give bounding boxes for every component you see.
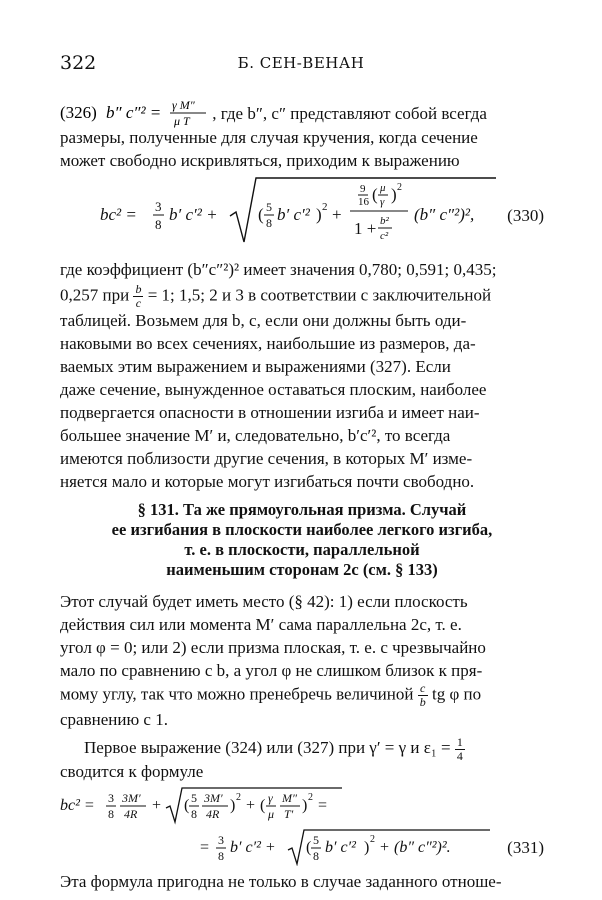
para1-line-9: имеются поблизости другие сечения, в которых M′ изме- — [60, 449, 473, 468]
svg-text:+: + — [152, 797, 162, 814]
svg-text:8: 8 — [108, 807, 114, 821]
svg-text:(: ( — [306, 839, 312, 856]
svg-text:): ) — [230, 797, 236, 814]
svg-text:4R: 4R — [206, 807, 220, 821]
para3-line-1a: Первое выражение (324) или (327) при γ′ = γ и ε₁ = — [84, 738, 451, 758]
page-number: 322 — [60, 52, 97, 74]
svg-text:16: 16 — [358, 196, 369, 208]
page-header — [60, 52, 542, 78]
svg-text:M″: M″ — [282, 791, 297, 805]
svg-text:(b″ c″²)²,: (b″ c″²)², — [414, 205, 475, 224]
para3-line-2: сводится к формуле — [60, 762, 204, 781]
intro-line-2: размеры, полученные для случая кручения, когда сечение — [60, 128, 478, 147]
equation-330 — [60, 174, 544, 250]
fraction-one-quarter-num: 1 — [456, 735, 463, 749]
equation-331 — [60, 786, 544, 866]
svg-text:b′ c′² +: b′ c′² + — [230, 839, 276, 856]
equation-331-label: (331) — [507, 838, 544, 857]
para1-line-6: даже сечение, вынужденное оставаться плоским, наиболее — [60, 380, 487, 399]
svg-text:(: ( — [260, 797, 266, 814]
svg-text:5: 5 — [191, 791, 197, 805]
equation-331-svg — [60, 786, 544, 866]
svg-text:8: 8 — [266, 216, 272, 230]
para2-line-5 — [60, 682, 544, 709]
svg-text:+: + — [332, 205, 342, 224]
para1-line-5: ваемых этим выражением и выражениями (327). Если — [60, 357, 451, 376]
para2-line-5a: мому углу, так что можно пренебречь величиной — [60, 684, 414, 704]
fraction-one-quarter-den: 4 — [456, 749, 463, 763]
eq326-formula — [60, 98, 212, 128]
svg-text:c²: c² — [380, 230, 389, 242]
svg-text:8: 8 — [155, 217, 162, 232]
svg-text:(b″ c″²)².: (b″ c″²)². — [394, 839, 451, 856]
svg-text:b²: b² — [380, 215, 389, 227]
fraction-c-over-b-den: b — [419, 695, 426, 709]
para2-line-6: сравнению с 1. — [60, 710, 168, 729]
svg-text:2: 2 — [308, 792, 313, 803]
svg-text:8: 8 — [313, 849, 319, 863]
svg-text:9: 9 — [360, 183, 366, 195]
svg-text:(: ( — [372, 185, 378, 204]
svg-text:=: = — [200, 839, 210, 856]
para1-line-2 — [60, 283, 544, 310]
svg-text:(: ( — [184, 797, 190, 814]
svg-text:2: 2 — [236, 792, 241, 803]
svg-text:3: 3 — [108, 791, 114, 805]
para1-line-10: няется мало и которые могут изгибаться почти свободно. — [60, 472, 475, 491]
svg-text:bc² =: bc² = — [100, 205, 137, 224]
para1-line-2a: 0,257 при — [60, 285, 130, 305]
intro-line-1 — [60, 98, 544, 128]
para2-line-2: действия сил или момента M′ сама параллельна 2c, т. е. — [60, 615, 462, 634]
fraction-one-quarter — [455, 736, 465, 763]
para2-line-4: мало по сравнению с b, а угол φ не слишком близок к пря- — [60, 661, 483, 680]
equation-330-svg — [60, 174, 544, 250]
intro-line-3: может свободно искривляться, приходим к выражению — [60, 151, 460, 170]
svg-text:μ T: μ T — [174, 114, 190, 128]
para1-line-3: таблицей. Возьмем для b, c, если они должны быть оди- — [60, 311, 467, 330]
section-heading-2: ее изгибания в плоскости наиболее легкого изгиба, — [111, 520, 493, 539]
svg-text:2: 2 — [322, 201, 328, 213]
svg-text:3M′: 3M′ — [122, 791, 141, 805]
svg-text:=: = — [318, 797, 328, 814]
para2-line-1: Этот случай будет иметь место (§ 42): 1) если плоскость — [60, 592, 468, 611]
running-head: Б. СЕН-ВЕНАН — [237, 54, 365, 72]
svg-text:): ) — [391, 185, 397, 204]
fraction-b-over-c — [133, 283, 143, 310]
section-heading-1: § 131. Та же прямоугольная призма. Случай — [137, 500, 467, 519]
svg-text:μ: μ — [268, 807, 275, 821]
svg-text:): ) — [316, 205, 322, 224]
svg-text:γ M″: γ M″ — [172, 98, 195, 112]
svg-text:2: 2 — [397, 182, 402, 193]
svg-text:): ) — [364, 839, 370, 856]
svg-text:1 +: 1 + — [354, 219, 377, 238]
svg-text:γ: γ — [268, 791, 273, 805]
svg-text:b″ c″² =: b″ c″² = — [106, 103, 162, 122]
fraction-c-over-b-num: c — [418, 682, 428, 696]
svg-text:(326): (326) — [60, 103, 97, 122]
last-line: Эта формула пригодна не только в случае заданного отноше- — [60, 872, 502, 891]
svg-text:(: ( — [258, 205, 264, 224]
svg-text:): ) — [302, 797, 308, 814]
svg-text:bc² =: bc² = — [60, 797, 95, 814]
svg-text:5: 5 — [266, 200, 272, 214]
svg-text:+: + — [380, 839, 390, 856]
para1-line-2b: = 1; 1,5; 2 и 3 в соответствии с заключительной — [147, 285, 492, 305]
para1-line-7: подвергается опасности в отношении изгиба и имеет наи- — [60, 403, 480, 422]
svg-text:5: 5 — [313, 833, 319, 847]
svg-text:T′: T′ — [284, 807, 294, 821]
svg-text:γ: γ — [380, 196, 385, 208]
svg-text:4R: 4R — [124, 807, 138, 821]
svg-text:μ: μ — [380, 182, 386, 194]
eq326-svg — [60, 98, 208, 128]
svg-text:3M′: 3M′ — [204, 791, 223, 805]
fraction-b-over-c-num: b — [135, 282, 142, 296]
svg-text:3: 3 — [155, 199, 162, 214]
svg-text:b′ c′²: b′ c′² — [325, 839, 356, 856]
para3-line-1 — [60, 736, 544, 763]
svg-text:3: 3 — [218, 833, 224, 847]
svg-text:2: 2 — [370, 834, 375, 845]
fraction-b-over-c-den: c — [135, 296, 142, 310]
para1-line-8: большее значение M′ и, следовательно, b′c′², то всегда — [60, 426, 451, 445]
svg-text:+: + — [246, 797, 256, 814]
fraction-c-over-b — [418, 682, 428, 709]
para1-line-1: где коэффициент (b″c″²)² имеет значения 0,780; 0,591; 0,435; — [60, 260, 497, 279]
svg-text:8: 8 — [218, 849, 224, 863]
intro-line-1-text: , где b″, c″ представляют собой всегда — [212, 104, 487, 123]
section-heading-4: наименьшим сторонам 2c (см. § 133) — [166, 560, 438, 579]
para2-line-5b: tg φ по — [431, 684, 482, 704]
svg-text:b′ c′² +: b′ c′² + — [169, 205, 218, 224]
section-heading-3: т. е. в плоскости, параллельной — [184, 540, 420, 559]
para1-line-4: наковыми во всех сечениях, наибольшие из размеров, да- — [60, 334, 476, 353]
svg-text:8: 8 — [191, 807, 197, 821]
svg-text:b′ c′²: b′ c′² — [277, 205, 310, 224]
para2-line-3: угол φ = 0; или 2) если призма плоская, т. е. c чрезвычайно — [60, 638, 486, 657]
equation-330-label: (330) — [507, 206, 544, 225]
